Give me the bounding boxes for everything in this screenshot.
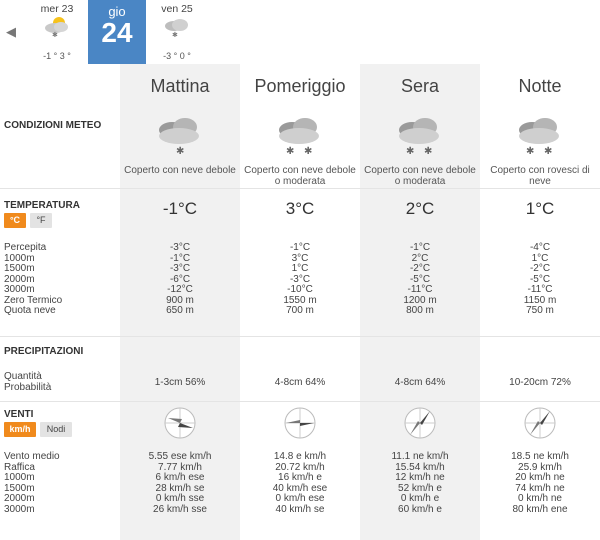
wind-labels: Vento medio Raffica 1000m 1500m 2000m 3000m <box>4 451 60 515</box>
fahrenheit-toggle[interactable]: °F <box>30 213 52 228</box>
precipitation-value: 1-3cm 56% <box>154 377 206 388</box>
day-temps: -3 ° 0 ° <box>163 51 191 61</box>
wind-details: 11.1 ne km/h 15.54 km/h 12 km/h ne 52 km/h e 0 km/h e 60 km/h e <box>391 451 449 515</box>
temperature-details: -4°C 1°C -2°C -5°C -11°C 1150 m 750 m <box>523 242 557 316</box>
wind-compass-icon <box>283 406 317 440</box>
wind-compass-icon <box>523 406 557 440</box>
temperature-details: -1°C 3°C 1°C -3°C -10°C 1550 m 700 m <box>283 242 317 316</box>
celsius-toggle[interactable]: °C <box>4 213 26 228</box>
temperature-details: -1°C 2°C -2°C -5°C -11°C 1200 m 800 m <box>403 242 437 316</box>
precipitation-value: 4-8cm 64% <box>274 377 326 388</box>
precipitation-value: 10-20cm 72% <box>509 377 571 388</box>
day-temps: -1 ° 3 ° <box>43 51 71 61</box>
day-tab-thu-selected[interactable] <box>88 0 146 64</box>
temperature-labels: Percepita 1000m 1500m 2000m 3000m Zero Termico Quota neve <box>4 242 63 316</box>
svg-text:✱: ✱ <box>176 146 185 157</box>
day-navigation <box>0 0 600 65</box>
main-temperature: 2°C <box>405 199 435 218</box>
precipitation-value: 4-8cm 64% <box>394 377 446 388</box>
condition-text: Coperto con rovesci di neve <box>490 165 590 187</box>
day-name: gio <box>108 4 126 19</box>
wind-details: 5.55 ese km/h 7.77 km/h 6 km/h ese 28 km/h se 0 km/h sse 26 km/h sse <box>148 451 212 515</box>
snow-cloud-icon <box>392 114 448 158</box>
snow-showers-icon <box>512 114 568 158</box>
main-temperature: 3°C <box>285 199 315 218</box>
svg-text:✱: ✱ <box>424 146 433 157</box>
period-title: Mattina <box>150 76 210 96</box>
day-name: mer 23 <box>40 3 74 15</box>
period-title: Notte <box>518 76 562 96</box>
temperature-details: -3°C -1°C -3°C -6°C -12°C 900 m 650 m <box>166 242 194 316</box>
day-tab-wed[interactable] <box>30 0 84 64</box>
precipitation-labels: Quantità Probabilità <box>4 371 52 393</box>
snow-cloud-icon <box>272 114 328 158</box>
condition-text: Coperto con neve debole <box>124 165 236 176</box>
snow-cloud-sun-icon <box>41 16 73 38</box>
previous-day-arrow-icon[interactable]: ◀ <box>6 24 16 39</box>
svg-text:✱: ✱ <box>544 146 553 157</box>
kmh-toggle[interactable]: km/h <box>4 422 36 437</box>
period-title: Pomeriggio <box>254 76 346 96</box>
main-temperature: -1°C <box>162 199 198 218</box>
condition-text: Coperto con neve debole o moderata <box>244 165 356 187</box>
snow-cloud-icon <box>161 16 193 38</box>
svg-text:✱: ✱ <box>52 31 58 38</box>
condition-text: Coperto con neve debole o moderata <box>364 165 476 187</box>
day-tab-fri[interactable] <box>150 0 204 64</box>
section-title-conditions: CONDIZIONI METEO <box>4 120 102 131</box>
wind-compass-icon <box>403 406 437 440</box>
wind-details: 14.8 e km/h 20.72 km/h 16 km/h e 40 km/h ese 0 km/h ese 40 km/h se <box>272 451 328 515</box>
period-title: Sera <box>400 76 440 96</box>
day-name: ven 25 <box>161 3 193 15</box>
knots-toggle[interactable]: Nodi <box>40 422 72 437</box>
svg-text:✱: ✱ <box>304 146 313 157</box>
section-title-precipitation: PRECIPITAZIONI <box>4 346 84 357</box>
main-temperature: 1°C <box>525 199 555 218</box>
section-title-wind: VENTI <box>4 409 34 420</box>
wind-compass-icon <box>163 406 197 440</box>
section-title-temperature: TEMPERATURA <box>4 200 80 211</box>
svg-text:✱: ✱ <box>526 146 535 157</box>
day-number: 24 <box>101 17 133 48</box>
wind-details: 18.5 ne km/h 25.9 km/h 20 km/h ne 74 km/h ne 0 km/h ne 80 km/h ene <box>511 451 569 515</box>
svg-text:✱: ✱ <box>286 146 295 157</box>
svg-text:✱: ✱ <box>172 31 178 38</box>
snow-cloud-icon <box>152 114 208 158</box>
svg-text:✱: ✱ <box>406 146 415 157</box>
